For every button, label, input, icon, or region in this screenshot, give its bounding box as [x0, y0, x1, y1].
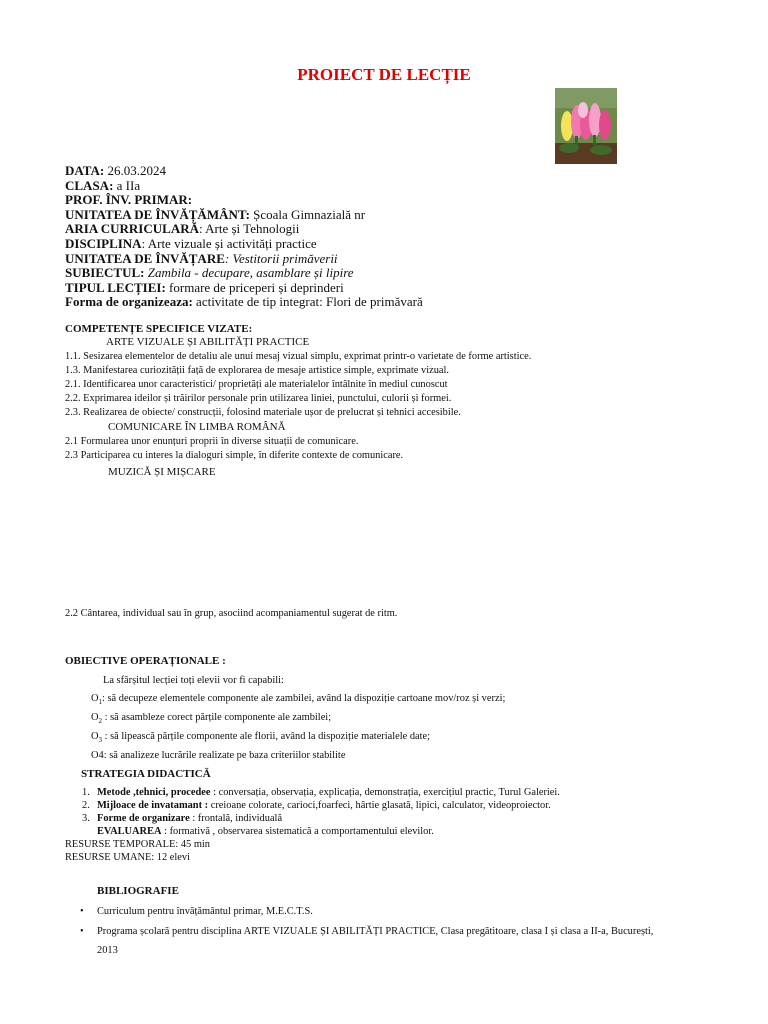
page-title: PROIECT DE LECȚIE: [297, 65, 471, 84]
bib-text: Curriculum pentru învățământul primar, M.E.C.T.S.: [97, 906, 313, 917]
objective-subscript: 1: [98, 698, 103, 707]
header-label: TIPUL LECȚIEI:: [65, 279, 166, 295]
list-item: 1.3. Manifestarea curiozității față de explorarea de mesaje artistice simple, exprimate vizual.: [65, 365, 449, 376]
strategy-number: 2.: [82, 800, 90, 811]
objective-text: : să asambleze corect părțile componente ale zambilei;: [102, 712, 332, 723]
strategy-label: Forme de organizare: [97, 813, 190, 824]
evaluare: [97, 825, 434, 839]
bullet-icon: •: [80, 926, 84, 937]
objective-item: [91, 730, 505, 749]
header-value: a IIa: [113, 177, 141, 193]
obiective-intro: La sfârșitul lecției toți elevii vor fi capabili:: [103, 675, 284, 686]
strategy-item: [82, 799, 560, 812]
avap-list: [65, 350, 531, 420]
strategy-text: : frontală, individuală: [189, 813, 283, 824]
resurse-umane: RESURSE UMANE: 12 elevi: [65, 852, 190, 863]
list-item: 2.2. Exprimarea ideilor și trăirilor personale prin utilizarea liniei, punctului, culorii și formei.: [65, 393, 452, 404]
evaluare-text: : formativă , observarea sistematică a comportamentului elevilor.: [161, 826, 434, 837]
header-value: : Arte vizuale și activități practice: [141, 235, 317, 251]
header-label: PROF. ÎNV. PRIMAR:: [65, 192, 193, 208]
header-label: UNITATEA DE ÎNVĂȚĂMÂNT:: [65, 206, 250, 222]
strategia-heading: STRATEGIA DIDACTICĂ: [81, 768, 211, 780]
header-value: formare de priceperi și deprinderi: [165, 279, 344, 295]
header-info: [65, 164, 423, 310]
objective-code: O: [91, 693, 99, 704]
header-label: Forma de organizeaza:: [65, 294, 193, 310]
header-row: [65, 222, 423, 237]
hyacinth-photo: [555, 88, 617, 164]
header-row: [65, 295, 423, 310]
strategy-item: [82, 786, 560, 799]
header-value: activitate de tip integrat: Flori de primăvară: [192, 294, 423, 310]
header-row: [65, 208, 423, 223]
header-value: 26.03.2024: [104, 163, 166, 178]
objective-subscript: 3: [98, 736, 103, 745]
strategy-label: Mijloace de invatamant :: [97, 800, 209, 811]
header-label: ARIA CURRICULARĂ: [65, 221, 199, 237]
strategia-list: [82, 786, 560, 825]
header-row: [65, 252, 423, 267]
header-label: SUBIECTUL:: [65, 265, 145, 281]
evaluare-label: EVALUAREA: [97, 826, 162, 837]
bibliografie-heading: BIBLIOGRAFIE: [97, 885, 179, 897]
bib-item-2-cont: 2013: [97, 945, 118, 956]
list-item: 2.1. Identificarea unor caracteristici/ proprietăți ale materialelor întâlnite în mediul cunoscut: [65, 379, 448, 390]
bib-text: Programa școlară pentru disciplina ARTE VIZUALE ȘI ABILITĂȚI PRACTICE, Clasa pregătitoare, clasa I și clasa a II-a, București,: [97, 926, 654, 937]
header-row: [65, 237, 423, 252]
avap-title: ARTE VIZUALE ȘI ABILITĂȚI PRACTICE: [106, 336, 310, 348]
strategy-item: [82, 812, 560, 825]
clr-list: [65, 435, 403, 463]
bullet-icon: •: [80, 906, 84, 917]
objective-code: O: [91, 731, 99, 742]
list-item: 1.1. Sesizarea elementelor de detaliu ale unui mesaj vizual simplu, exprimat printr-o varietate de forme artistice.: [65, 351, 532, 362]
objective-code: O4: [91, 750, 104, 761]
header-value: Zambila - decupare, asamblare și lipire: [144, 265, 354, 281]
strategy-number: 3.: [82, 813, 90, 824]
header-value: : Vestitorii primăverii: [224, 250, 338, 266]
header-row: [65, 281, 423, 296]
objective-text: : să analizeze lucrările realizate pe baza criteriilor stabilite: [103, 750, 346, 761]
list-item: 2.1 Formularea unor enunțuri proprii în diverse situații de comunicare.: [65, 436, 359, 447]
clr-title: COMUNICARE ÎN LIMBA ROMÂNĂ: [108, 421, 286, 433]
header-value: Școala Gimnazială nr: [249, 206, 366, 222]
header-label: DATA:: [65, 163, 105, 178]
header-label: DISCIPLINA: [65, 235, 142, 251]
mm-title: MUZICĂ ȘI MIȘCARE: [108, 466, 216, 478]
strategy-text: : conversația, observația, explicația, demonstrația, exercițiul practic, Turul Galeriei.: [210, 787, 560, 798]
strategy-text: creioane colorate, carioci,foarfeci, hârtie glasată, lipici, calculator, videoproiector.: [208, 800, 551, 811]
objective-item: [91, 692, 505, 711]
list-item: 2.3. Realizarea de obiecte/ construcții, folosind materiale ușor de prelucrat și tehnici accesibile.: [65, 407, 461, 418]
strategy-number: 1.: [82, 787, 90, 798]
strategy-label: Metode ,tehnici, procedee: [97, 787, 211, 798]
obiective-list: [91, 692, 505, 768]
objective-code: O: [91, 712, 99, 723]
header-row: [65, 179, 423, 194]
objective-item: [91, 749, 505, 768]
header-row: [65, 164, 423, 179]
obiective-heading: OBIECTIVE OPERAȚIONALE :: [65, 655, 226, 667]
header-label: UNITATEA DE ÎNVĂȚARE: [65, 250, 225, 266]
resurse-temporale: RESURSE TEMPORALE: 45 min: [65, 839, 211, 850]
header-row: [65, 266, 423, 281]
mm-item: 2.2 Cântarea, individual sau în grup, asociind acompaniamentul sugerat de ritm.: [65, 608, 398, 619]
header-row: [65, 193, 423, 208]
objective-subscript: 2: [98, 717, 103, 726]
list-item: 2.3 Participarea cu interes la dialoguri simple, în diferite contexte de comunicare.: [65, 450, 404, 461]
competente-heading: COMPETENȚE SPECIFICE VIZATE:: [65, 323, 253, 335]
objective-text: : să decupeze elementele componente ale zambilei, având la dispoziție cartoane mov/roz și verzi;: [102, 693, 506, 704]
header-label: CLASA:: [65, 177, 114, 193]
header-value: : Arte și Tehnologii: [198, 221, 300, 237]
objective-item: [91, 711, 505, 730]
objective-text: : să lipească părțile componente ale florii, având la dispoziție materialele date;: [102, 731, 431, 742]
